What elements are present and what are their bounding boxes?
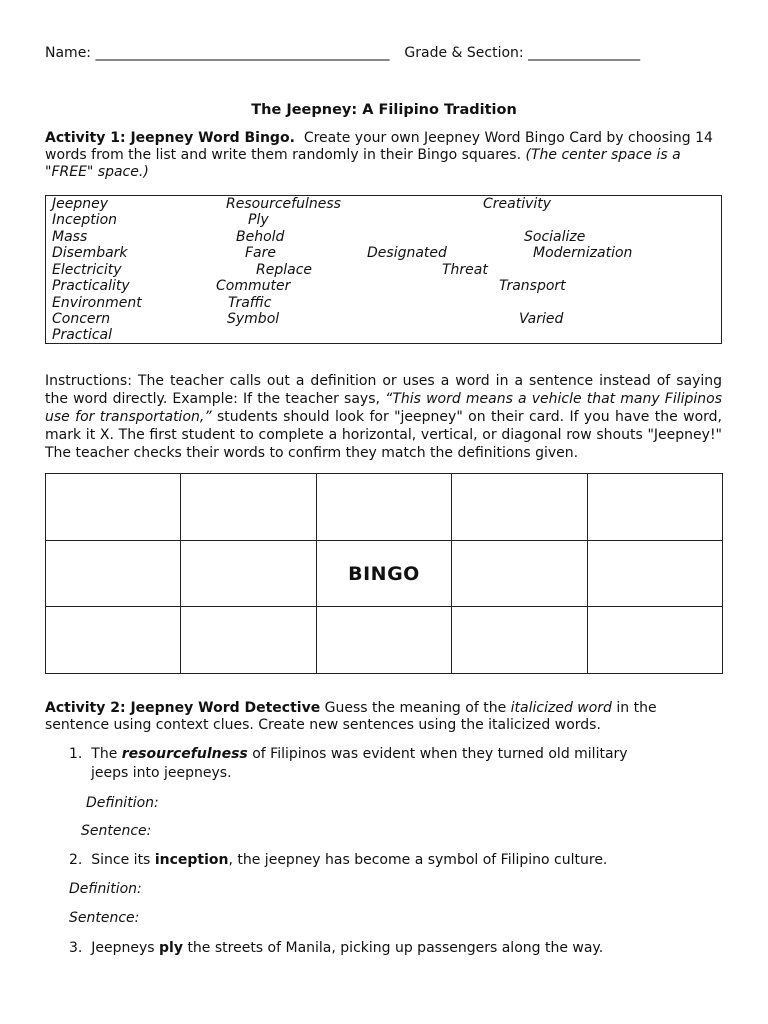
word-item: Ply <box>248 212 269 228</box>
word-item: Varied <box>519 311 564 327</box>
grade-label: Grade & Section: <box>404 45 524 61</box>
item-continuation: jeeps into jeepneys. <box>91 765 232 781</box>
sentence-label: Sentence: <box>69 910 140 926</box>
bingo-cell[interactable] <box>587 541 722 607</box>
word-item: Modernization <box>533 245 633 261</box>
bingo-cell[interactable] <box>46 474 181 541</box>
bingo-cell[interactable] <box>181 474 316 541</box>
word-item: Socialize <box>524 229 586 245</box>
activity2-line2: sentence using context clues. Create new sentences using the italicized words. <box>45 717 601 733</box>
activity1-text-1: Create your own Jeepney Word Bingo Card by choosing 14 <box>303 130 713 146</box>
item-keyword: ply <box>159 940 183 956</box>
bingo-cell[interactable] <box>316 474 451 541</box>
word-item: Traffic <box>228 295 272 311</box>
bingo-cell[interactable] <box>46 541 181 607</box>
bingo-cell[interactable] <box>452 474 587 541</box>
bingo-cell[interactable] <box>452 541 587 607</box>
item-keyword: inception <box>154 852 229 868</box>
bingo-cell[interactable] <box>587 474 722 541</box>
instructions <box>45 372 722 462</box>
item-pre: Since its <box>91 852 151 868</box>
word-item: Creativity <box>483 196 552 212</box>
word-list-box <box>45 195 722 344</box>
activity2-label: Activity 2: Jeepney Word Detective <box>45 700 321 716</box>
word-item: Environment <box>52 295 142 311</box>
word-item: Resourcefulness <box>226 196 341 212</box>
word-item: Designated <box>367 245 447 261</box>
word-item: Fare <box>245 245 277 261</box>
instructions-example: “This word means a vehicle that many Filipinos use for transportation,” <box>45 391 723 425</box>
bingo-center-label: BINGO <box>348 562 420 585</box>
list-item <box>69 852 607 869</box>
grade-blank[interactable]: ________________ <box>528 45 641 61</box>
word-item: Behold <box>236 229 285 245</box>
word-item: Commuter <box>216 278 291 294</box>
word-item: Electricity <box>52 262 122 278</box>
bingo-cell[interactable] <box>181 607 316 674</box>
sentence-label: Sentence: <box>81 823 152 839</box>
word-item: Inception <box>52 212 118 228</box>
bingo-cell[interactable] <box>181 541 316 607</box>
definition-label: Definition: <box>69 881 142 897</box>
instructions-part1: Instructions: The teacher calls out a definition or uses a word in a sentence instead of saying the word directly. Example: If the teacher says, <box>45 373 722 407</box>
word-item: Mass <box>52 229 88 245</box>
word-item: Symbol <box>227 311 280 327</box>
definition-label: Definition: <box>86 795 159 811</box>
word-item: Practical <box>52 327 113 343</box>
name-label: Name: <box>45 45 92 61</box>
activity1-note: (The center space is a <box>525 147 681 163</box>
bingo-cell[interactable] <box>46 607 181 674</box>
item-post: the streets of Manila, picking up passengers along the way. <box>187 940 604 956</box>
name-line <box>45 45 640 62</box>
activity2-text-b: in the <box>616 700 657 716</box>
bingo-cell[interactable] <box>316 607 451 674</box>
activity2-text-a: Guess the meaning of the <box>324 700 507 716</box>
activity1-label: Activity 1: Jeepney Word Bingo. <box>45 130 295 146</box>
bingo-cell[interactable] <box>452 607 587 674</box>
bingo-free-cell <box>316 541 451 607</box>
word-item: Replace <box>256 262 313 278</box>
name-blank[interactable]: __________________________________________ <box>95 45 390 61</box>
word-item: Practicality <box>52 278 130 294</box>
word-item: Threat <box>442 262 488 278</box>
item-pre: The <box>91 746 118 762</box>
word-item: Disembark <box>52 245 128 261</box>
item-number: 2. <box>69 852 83 868</box>
item-post: of Filipinos was evident when they turned old military <box>252 746 628 762</box>
activity1-text-2: words from the list and write them randomly in their Bingo squares. <box>45 147 522 163</box>
list-item <box>69 746 628 763</box>
word-item: Jeepney <box>52 196 109 212</box>
item-post: , the jeepney has become a symbol of Filipino culture. <box>228 852 608 868</box>
item-number: 3. <box>69 940 83 956</box>
item-number: 1. <box>69 746 83 762</box>
list-item <box>69 940 603 957</box>
word-item: Transport <box>499 278 566 294</box>
instructions-part2: students should look for "jeepney" on their card. If you have the word, mark it X. The first student to complete a horizontal, vertical, or diagonal row shouts "Jeepney!" The teacher checks their words to confirm they match the definitions given. <box>45 409 723 461</box>
bingo-cell[interactable] <box>587 607 722 674</box>
activity2-intro <box>45 700 657 734</box>
word-item: Concern <box>52 311 111 327</box>
activity1-intro <box>45 130 713 181</box>
bingo-card <box>45 473 723 674</box>
activity2-italic-phrase: italicized word <box>510 700 612 716</box>
item-keyword: resourcefulness <box>121 746 248 762</box>
page-title: The Jeepney: A Filipino Tradition <box>251 102 517 118</box>
item-pre: Jeepneys <box>91 940 155 956</box>
activity1-note-end: "FREE" space.) <box>45 164 149 180</box>
